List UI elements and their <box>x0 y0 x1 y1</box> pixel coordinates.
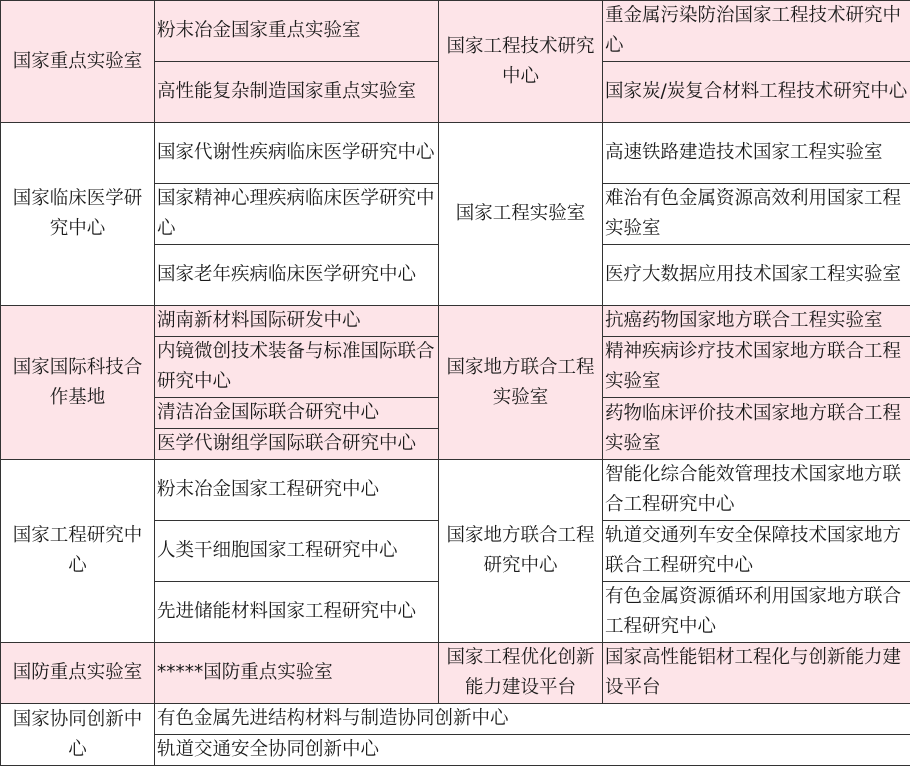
item-cell: 高性能复杂制造国家重点实验室 <box>155 62 439 123</box>
table-row <box>1 123 910 184</box>
category-cell: 国家地方联合工程研究中心 <box>439 460 603 643</box>
item-cell: *****国防重点实验室 <box>155 643 439 704</box>
category-cell: 国防重点实验室 <box>1 643 155 704</box>
item-cell: 人类干细胞国家工程研究中心 <box>155 521 439 582</box>
item-cell: 有色金属资源循环利用国家地方联合工程研究中心 <box>603 582 910 643</box>
item-cell: 湖南新材料国际研发中心 <box>155 306 439 337</box>
category-cell: 国家工程技术研究中心 <box>439 1 603 123</box>
category-cell: 国家工程优化创新能力建设平台 <box>439 643 603 704</box>
item-cell: 难治有色金属资源高效利用国家工程实验室 <box>603 184 910 245</box>
table-row <box>1 1 910 62</box>
category-cell: 国家地方联合工程实验室 <box>439 306 603 460</box>
item-cell: 高速铁路建造技术国家工程实验室 <box>603 123 910 184</box>
item-cell: 清洁冶金国际联合研究中心 <box>155 398 439 429</box>
table-row <box>1 460 910 521</box>
item-cell: 国家代谢性疾病临床医学研究中心 <box>155 123 439 184</box>
item-cell: 有色金属先进结构材料与制造协同创新中心 <box>155 704 910 735</box>
table-row <box>1 643 910 704</box>
category-cell: 国家协同创新中心 <box>1 704 155 766</box>
item-cell: 医学代谢组学国际联合研究中心 <box>155 429 439 460</box>
table-row <box>1 306 910 337</box>
item-cell: 国家高性能铝材工程化与创新能力建设平台 <box>603 643 910 704</box>
item-cell: 智能化综合能效管理技术国家地方联合工程研究中心 <box>603 460 910 521</box>
item-cell: 轨道交通安全协同创新中心 <box>155 735 910 766</box>
item-cell: 粉末冶金国家重点实验室 <box>155 1 439 62</box>
category-cell: 国家国际科技合作基地 <box>1 306 155 460</box>
item-cell: 国家老年疾病临床医学研究中心 <box>155 245 439 306</box>
item-cell: 药物临床评价技术国家地方联合工程实验室 <box>603 398 910 460</box>
category-cell: 国家工程研究中心 <box>1 460 155 643</box>
item-cell: 国家精神心理疾病临床医学研究中心 <box>155 184 439 245</box>
category-cell: 国家工程实验室 <box>439 123 603 306</box>
item-cell: 内镜微创技术装备与标准国际联合研究中心 <box>155 337 439 398</box>
table-row <box>1 704 910 735</box>
item-cell: 抗癌药物国家地方联合工程实验室 <box>603 306 910 337</box>
category-cell: 国家重点实验室 <box>1 1 155 123</box>
item-cell: 轨道交通列车安全保障技术国家地方联合工程研究中心 <box>603 521 910 582</box>
item-cell: 粉末冶金国家工程研究中心 <box>155 460 439 521</box>
item-cell: 精神疾病诊疗技术国家地方联合工程实验室 <box>603 337 910 398</box>
item-cell: 国家炭/炭复合材料工程技术研究中心 <box>603 62 910 123</box>
item-cell: 先进储能材料国家工程研究中心 <box>155 582 439 643</box>
item-cell: 医疗大数据应用技术国家工程实验室 <box>603 245 910 306</box>
category-cell: 国家临床医学研究中心 <box>1 123 155 306</box>
item-cell: 重金属污染防治国家工程技术研究中心 <box>603 1 910 62</box>
